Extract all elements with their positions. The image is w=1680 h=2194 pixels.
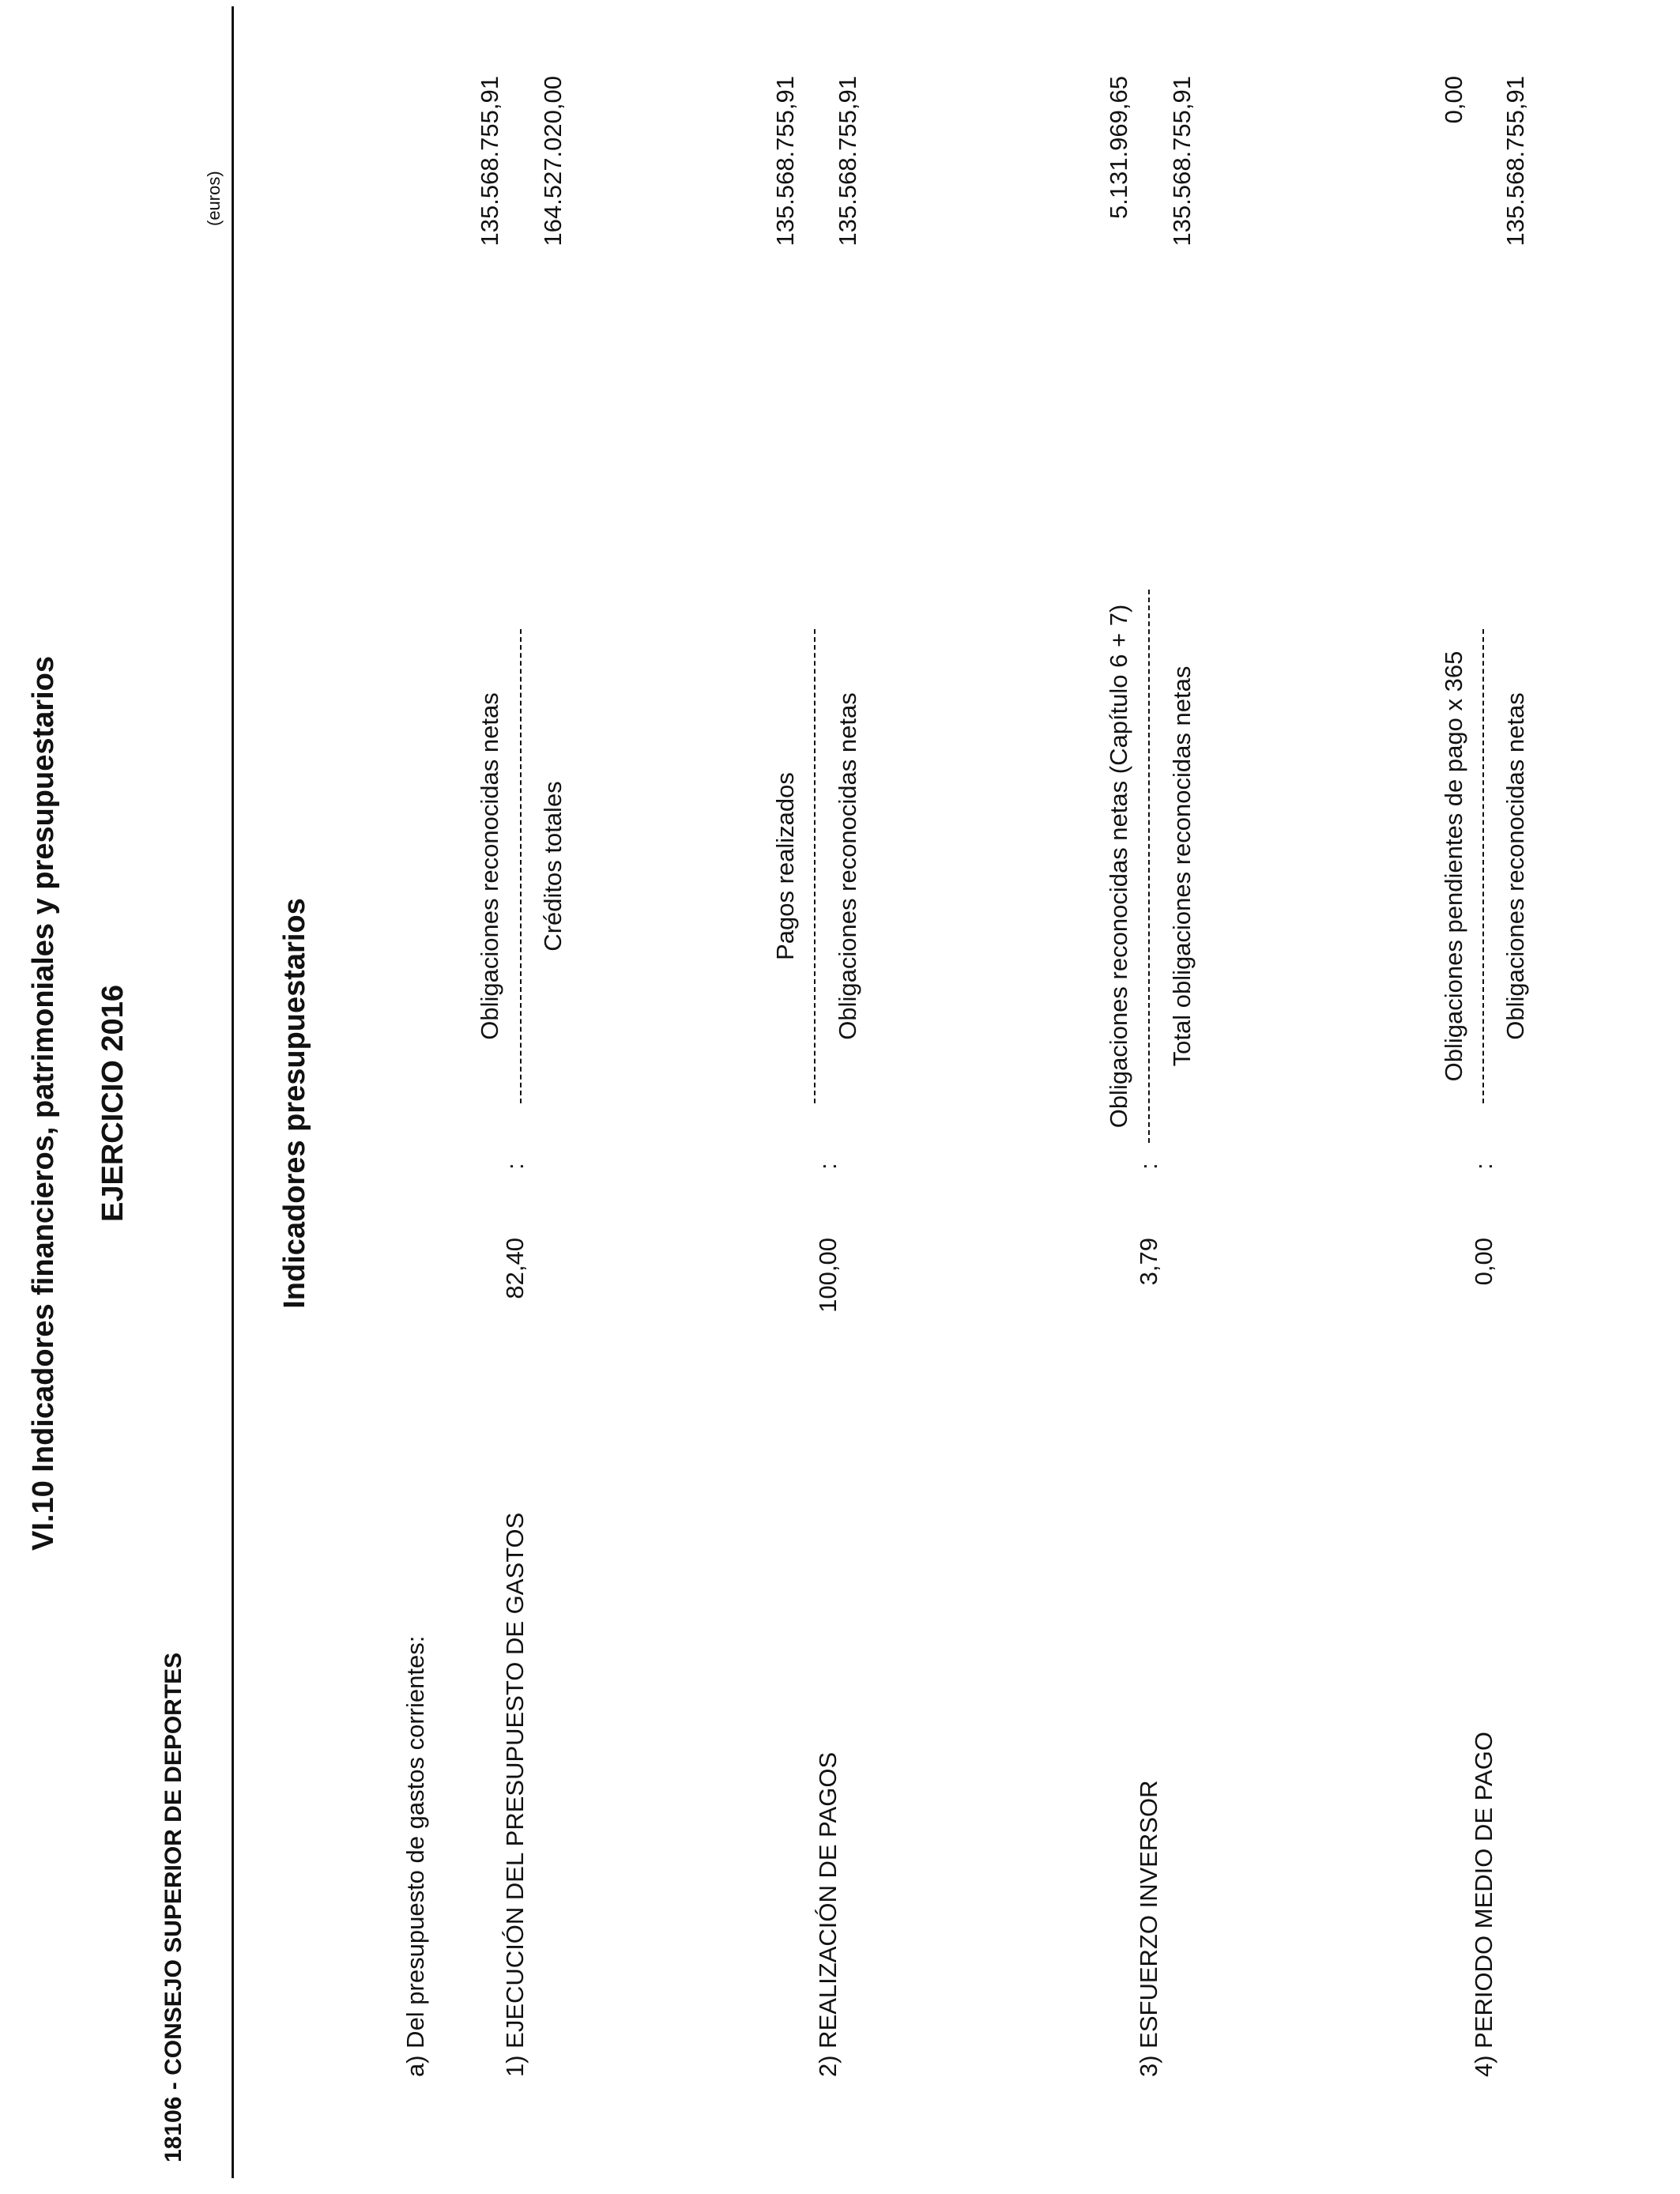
fraction-line (520, 629, 522, 1103)
report-title: VI.10 Indicadores financieros, patrimoniales y presupuestarios (27, 656, 60, 1551)
numerator-value: 135.568.755,91 (771, 76, 799, 247)
numerator-label: Obligaciones reconocidas netas (476, 692, 503, 1040)
fraction-line (1482, 629, 1484, 1103)
indicator-value: 100,00 (814, 1238, 842, 1313)
denominator-value: 164.527.020,00 (539, 76, 567, 247)
numerator-label: Obligaciones pendientes de pago x 365 (1440, 650, 1467, 1082)
numerator-label: Pagos realizados (771, 772, 799, 960)
denominator-label: Créditos totales (539, 781, 567, 952)
indicator-label: 4) PERIODO MEDIO DE PAGO (1470, 1732, 1497, 2077)
numerator-value: 5.131.969,65 (1105, 76, 1132, 220)
denominator-label: Obligaciones reconocidas netas (834, 692, 861, 1040)
indicator-colon: : (814, 1163, 842, 1170)
header-rule (232, 6, 234, 2178)
section-title: Indicadores presupuestarios (278, 898, 311, 1309)
numerator-value: 0,00 (1440, 76, 1467, 124)
indicator-colon: : (501, 1163, 529, 1170)
fraction-line (814, 629, 816, 1103)
entity-name: 18106 - CONSEJO SUPERIOR DE DEPORTES (160, 1652, 186, 2162)
indicator-value: 3,79 (1135, 1238, 1162, 1286)
denominator-value: 135.568.755,91 (834, 76, 861, 247)
denominator-label: Total obligaciones reconocidas netas (1168, 665, 1196, 1067)
denominator-label: Obligaciones reconocidas netas (1501, 692, 1529, 1040)
unit-note: (euros) (204, 171, 224, 226)
indicator-colon: : (1135, 1163, 1162, 1170)
section-intro: a) Del presupuesto de gastos corrientes: (401, 1635, 429, 2077)
indicator-value: 0,00 (1470, 1238, 1497, 1286)
numerator-value: 135.568.755,91 (476, 76, 503, 247)
indicator-label: 3) ESFUERZO INVERSOR (1135, 1780, 1162, 2077)
report-subtitle: EJERCICIO 2016 (96, 985, 130, 1222)
indicator-label: 2) REALIZACIÓN DE PAGOS (814, 1751, 842, 2077)
indicator-value: 82,40 (501, 1238, 529, 1299)
numerator-label: Obligaciones reconocidas netas (Capítulo 6 + 7) (1105, 604, 1132, 1129)
indicator-colon: : (1470, 1163, 1497, 1170)
denominator-value: 135.568.755,91 (1501, 76, 1529, 247)
indicator-label: 1) EJECUCIÓN DEL PRESUPUESTO DE GASTOS (501, 1512, 529, 2077)
denominator-value: 135.568.755,91 (1168, 76, 1196, 247)
fraction-line (1148, 590, 1150, 1143)
